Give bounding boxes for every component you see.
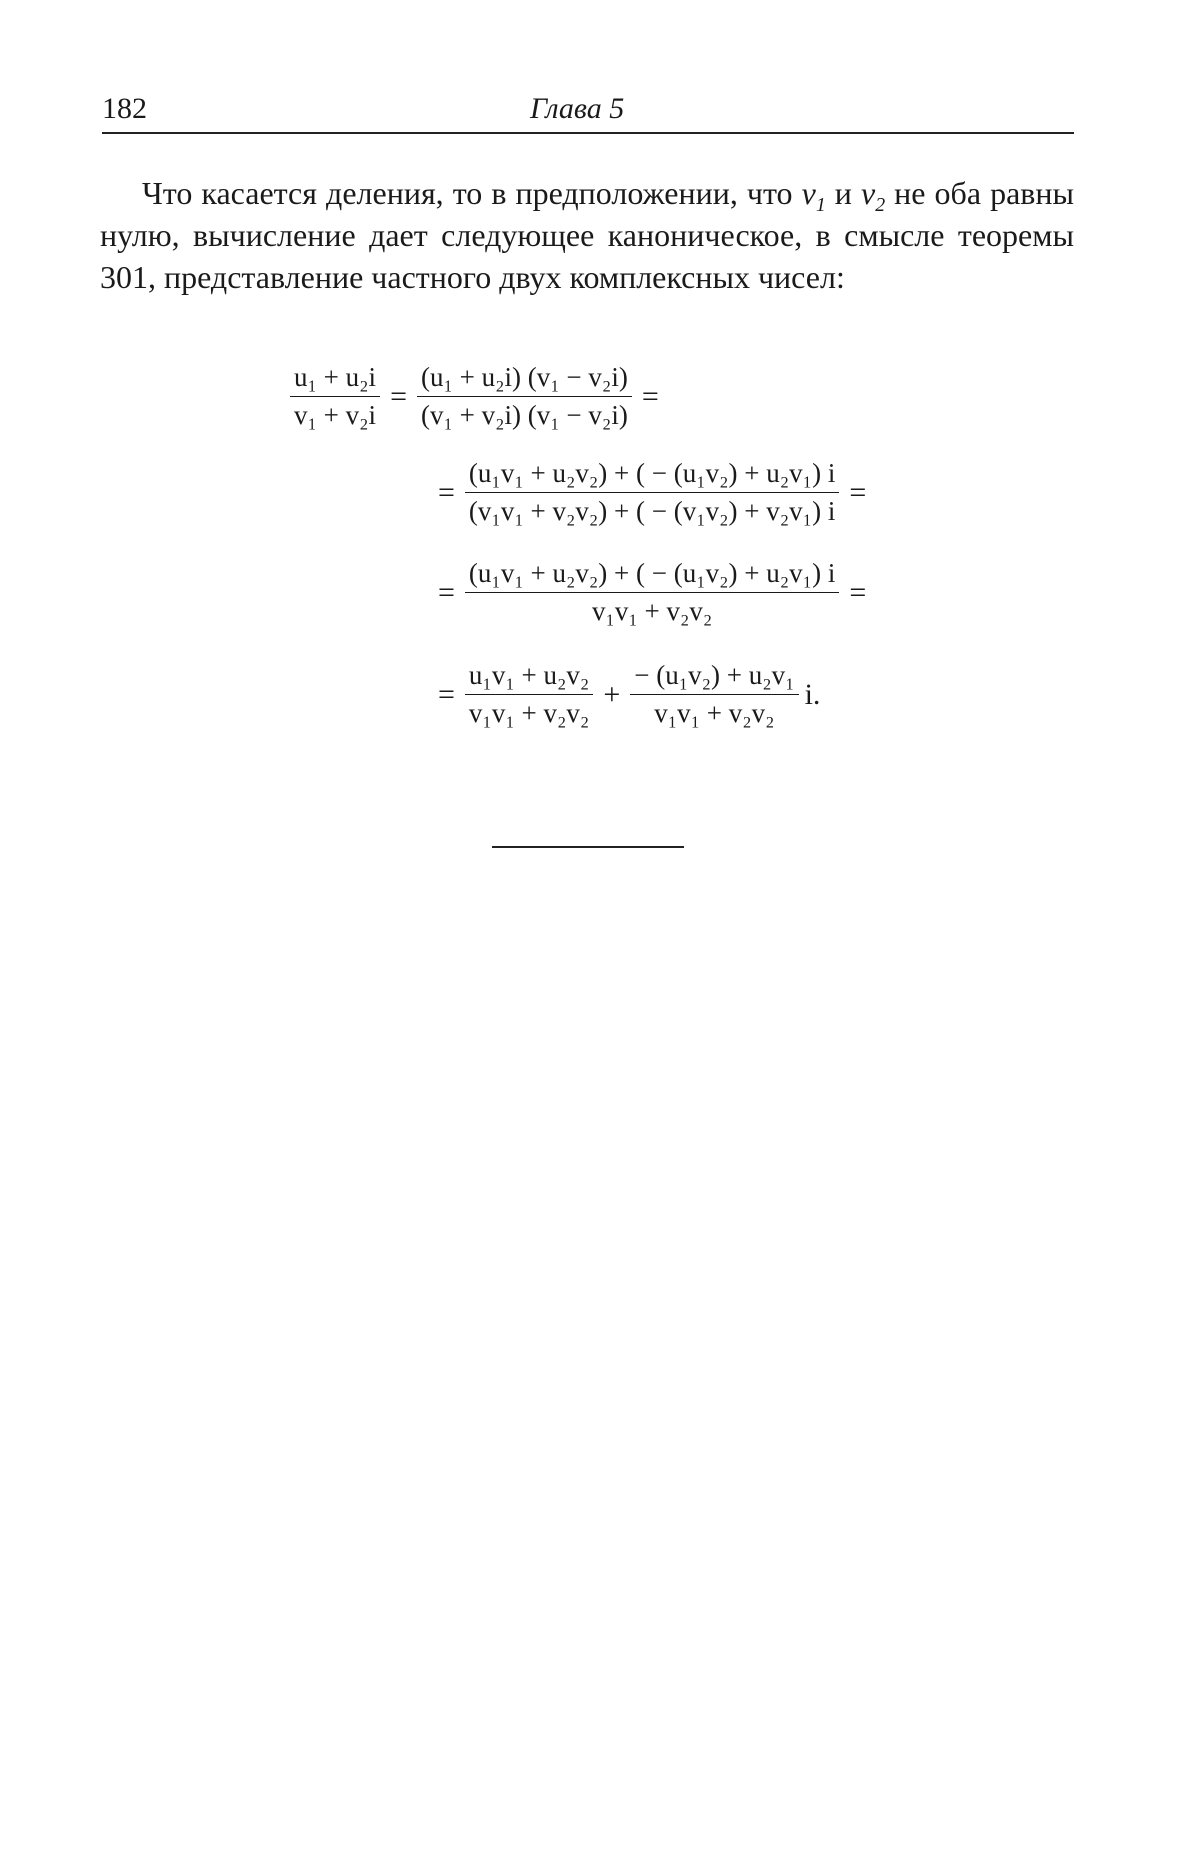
fraction-denominator: v₁v₁ + v₂v₂ xyxy=(591,596,713,626)
chapter-title: Глава 5 xyxy=(530,92,625,125)
fraction-numerator: (u₁v₁ + u₂v₂) + ( − (u₁v₂) + u₂v₁) i xyxy=(465,458,839,493)
fraction-denominator: (v₁ + v₂i) (v₁ − v₂i) xyxy=(420,400,628,430)
body-paragraph xyxy=(100,172,1074,298)
fraction-rhs xyxy=(417,362,632,431)
equation-line-3 xyxy=(428,558,876,627)
fraction-denominator: v₁ + v₂i xyxy=(294,400,377,430)
equals-sign: = xyxy=(641,379,659,413)
text-part-3: не оба равны нулю, вычисление дает следующее каноническое, в смысле теоремы 301, представление частного двух комплексных чисел: xyxy=(100,175,1075,295)
text-part-2: и xyxy=(825,175,861,211)
equals-sign: = xyxy=(438,475,455,509)
plus-sign: + xyxy=(603,677,621,711)
running-header xyxy=(102,92,1074,134)
equation-line-2 xyxy=(428,458,876,527)
fraction-denominator: (v₁v₁ + v₂v₂) + ( − (v₁v₂) + v₂v₁) i xyxy=(468,496,836,526)
fraction-denominator: v₁v₁ + v₂v₂ xyxy=(468,698,590,728)
equation-line-4 xyxy=(428,660,830,729)
var-v1: $v_1$ xyxy=(801,175,826,216)
fraction xyxy=(465,558,839,627)
equation-line-1 xyxy=(290,362,669,431)
header-rule xyxy=(102,132,1074,134)
equals-sign: = xyxy=(390,379,407,413)
paragraph-text xyxy=(100,172,1074,298)
fraction-numerator: − (u₁v₂) + u₂v₁ xyxy=(630,660,798,695)
equals-sign: = xyxy=(438,575,455,609)
fraction xyxy=(465,458,839,527)
equals-sign: = xyxy=(849,575,867,609)
equals-sign: = xyxy=(849,475,867,509)
var-v2: $v_2$ xyxy=(860,175,886,216)
fraction-imaginary-part xyxy=(630,660,798,729)
imaginary-unit: i. xyxy=(804,677,821,711)
section-end-rule xyxy=(492,846,684,848)
fraction-lhs xyxy=(290,362,380,431)
fraction-denominator: v₁v₁ + v₂v₂ xyxy=(654,698,775,728)
fraction-numerator: (u₁v₁ + u₂v₂) + ( − (u₁v₂) + u₂v₁) i xyxy=(465,558,839,593)
fraction-numerator: (u₁ + u₂i) (v₁ − v₂i) xyxy=(417,362,632,397)
fraction-numerator: u₁v₁ + u₂v₂ xyxy=(465,660,593,695)
fraction-real-part xyxy=(465,660,593,729)
equals-sign: = xyxy=(438,677,455,711)
fraction-numerator: u₁ + u₂i xyxy=(290,362,380,397)
page-number: 182 xyxy=(102,92,147,125)
text-part-1: Что касается деления, то в предположении, что xyxy=(142,175,802,211)
